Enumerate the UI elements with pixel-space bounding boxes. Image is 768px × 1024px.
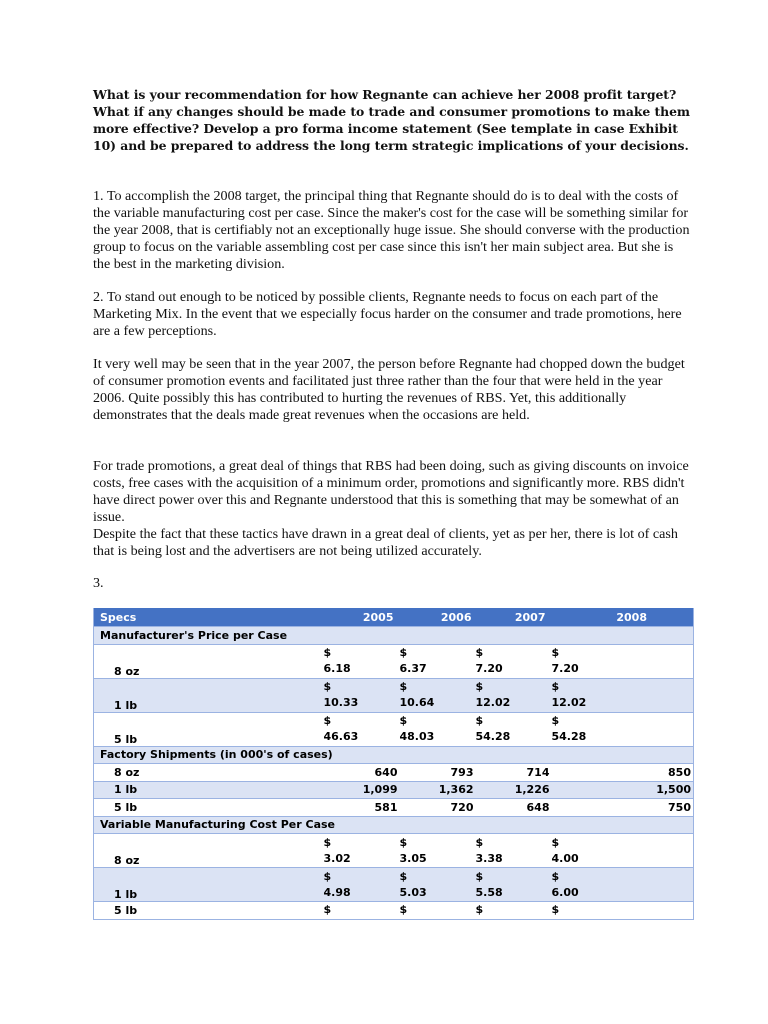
table-row <box>94 678 694 712</box>
table-row <box>94 834 694 868</box>
table-row <box>94 712 694 746</box>
assignment-question: What is your recommendation for how Regnante can achieve her 2008 profit target? What if any changes should be made to trade and consumer promotions to make them more effective? Develop a pro forma income statement (See template in case Exhibit 10) and be prepared to address the long term strategic implications of your decisions. <box>93 87 690 153</box>
currency-symbol: $ <box>551 714 560 727</box>
currency-symbol: $ <box>475 714 484 727</box>
currency-symbol: $ <box>475 869 484 883</box>
currency-symbol: $ <box>399 646 408 659</box>
table-cell: 4.00 <box>551 851 579 865</box>
row-label: 8 oz <box>94 644 324 678</box>
table-row <box>94 799 694 817</box>
section-row <box>94 746 694 764</box>
table-cell: 640 <box>324 764 400 782</box>
row-label: 1 lb <box>94 678 324 712</box>
table-row <box>94 781 694 799</box>
table-cell: 7.20 <box>551 662 579 675</box>
table-cell: 12.02 <box>551 696 587 709</box>
table-cell: 6.00 <box>551 885 579 899</box>
currency-symbol: $ <box>399 680 408 693</box>
currency-symbol: $ <box>551 835 560 849</box>
table-cell: 48.03 <box>399 730 435 743</box>
row-label: 5 lb <box>94 799 324 817</box>
table-cell: 5.03 <box>399 885 427 899</box>
currency-symbol: $ <box>475 835 484 849</box>
table-cell: 714 <box>476 764 552 782</box>
currency-symbol: $ <box>476 902 552 920</box>
paragraph-4 <box>93 458 693 560</box>
table-row <box>94 764 694 782</box>
table-cell: 750 <box>552 799 694 817</box>
row-label: 5 lb <box>94 902 324 920</box>
table-cell: 10.64 <box>399 696 435 709</box>
table-cell: 3.05 <box>399 851 427 865</box>
currency-symbol: $ <box>399 714 408 727</box>
currency-symbol: $ <box>551 869 560 883</box>
paragraph-5: 3. <box>93 575 104 591</box>
currency-symbol: $ <box>399 835 408 849</box>
table-cell: 3.02 <box>323 851 351 865</box>
table-row <box>94 868 694 902</box>
paragraph-1: 1. To accomplish the 2008 target, the principal thing that Regnante should do is to deal with the costs of the variable manufacturing cost per case. Since the maker's cost for the case will be something similar for the year 2008, that is certifiably not an exceptionally huge issue. She should converse with the production group to focus on the variable assembling cost per case since this isn't her main subject area. But she is the best in the marketing division. <box>93 188 690 272</box>
table-cell: 7.20 <box>475 662 503 675</box>
currency-symbol: $ <box>551 646 560 659</box>
section-var-label: Variable Manufacturing Cost Per Case <box>94 816 694 834</box>
section-price-label: Manufacturer's Price per Case <box>94 627 694 645</box>
table-cell: 1,500 <box>552 781 694 799</box>
paragraph-4a: For trade promotions, a great deal of things that RBS had been doing, such as giving discounts on invoice costs, free cases with the acquisition of a minimum order, promotions and significantly more. RBS didn't have direct power over this and Regnante understood that this is something that may be somewhat of an issue. <box>93 458 689 525</box>
table-cell: 1,362 <box>400 781 476 799</box>
row-label: 8 oz <box>94 764 324 782</box>
paragraph-3: It very well may be seen that in the year 2007, the person before Regnante had chopped down the budget of consumer promotion events and facilitated just three rather than the four that were held in the year 2006. Quite possibly this has contributed to hurting the revenues of RBS. Yet, this additionally demonstrates that the deals made great revenues when the occasions are held. <box>93 356 685 423</box>
table-cell: 54.28 <box>551 730 587 743</box>
table-row <box>94 902 694 920</box>
table-cell: 3.38 <box>475 851 503 865</box>
currency-symbol: $ <box>323 869 332 883</box>
table-cell: 12.02 <box>475 696 511 709</box>
currency-symbol: $ <box>400 902 476 920</box>
currency-symbol: $ <box>323 835 332 849</box>
currency-symbol: $ <box>399 869 408 883</box>
header-year: 2007 <box>476 608 552 627</box>
header-year: 2008 <box>552 608 694 627</box>
table-cell: 581 <box>324 799 400 817</box>
section-row <box>94 627 694 645</box>
row-label: 1 lb <box>94 868 324 902</box>
paragraph-4b: Despite the fact that these tactics have drawn in a great deal of clients, yet as per her, there is lot of cash that is being lost and the advertisers are not being utilized accurately. <box>93 526 678 559</box>
table-cell: 4.98 <box>323 885 351 899</box>
currency-symbol: $ <box>552 902 694 920</box>
table-cell: 720 <box>400 799 476 817</box>
currency-symbol: $ <box>475 680 484 693</box>
table-cell: 46.63 <box>323 730 359 743</box>
header-specs: Specs <box>94 608 324 627</box>
section-row <box>94 816 694 834</box>
table-row <box>94 644 694 678</box>
row-label: 8 oz <box>94 834 324 868</box>
header-year: 2006 <box>400 608 476 627</box>
table-cell: 6.18 <box>323 662 351 675</box>
row-label: 1 lb <box>94 781 324 799</box>
currency-symbol: $ <box>324 902 400 920</box>
table-cell: 5.58 <box>475 885 503 899</box>
currency-symbol: $ <box>323 714 332 727</box>
table-cell: 1,226 <box>476 781 552 799</box>
row-label: 5 lb <box>94 712 324 746</box>
table-header-row <box>94 608 694 627</box>
header-year: 2005 <box>324 608 400 627</box>
currency-symbol: $ <box>551 680 560 693</box>
specs-table <box>93 608 694 920</box>
currency-symbol: $ <box>323 680 332 693</box>
table-cell: 850 <box>552 764 694 782</box>
currency-symbol: $ <box>323 646 332 659</box>
table-cell: 1,099 <box>324 781 400 799</box>
currency-symbol: $ <box>475 646 484 659</box>
table-cell: 648 <box>476 799 552 817</box>
paragraph-2: 2. To stand out enough to be noticed by possible clients, Regnante needs to focus on each part of the Marketing Mix. In the event that we especially focus harder on the consumer and trade promotions, here are a few perceptions. <box>93 289 682 339</box>
table-cell: 54.28 <box>475 730 511 743</box>
table-cell: 10.33 <box>323 696 359 709</box>
table-cell: 6.37 <box>399 662 427 675</box>
table-cell: 793 <box>400 764 476 782</box>
section-ship-label: Factory Shipments (in 000's of cases) <box>94 746 694 764</box>
